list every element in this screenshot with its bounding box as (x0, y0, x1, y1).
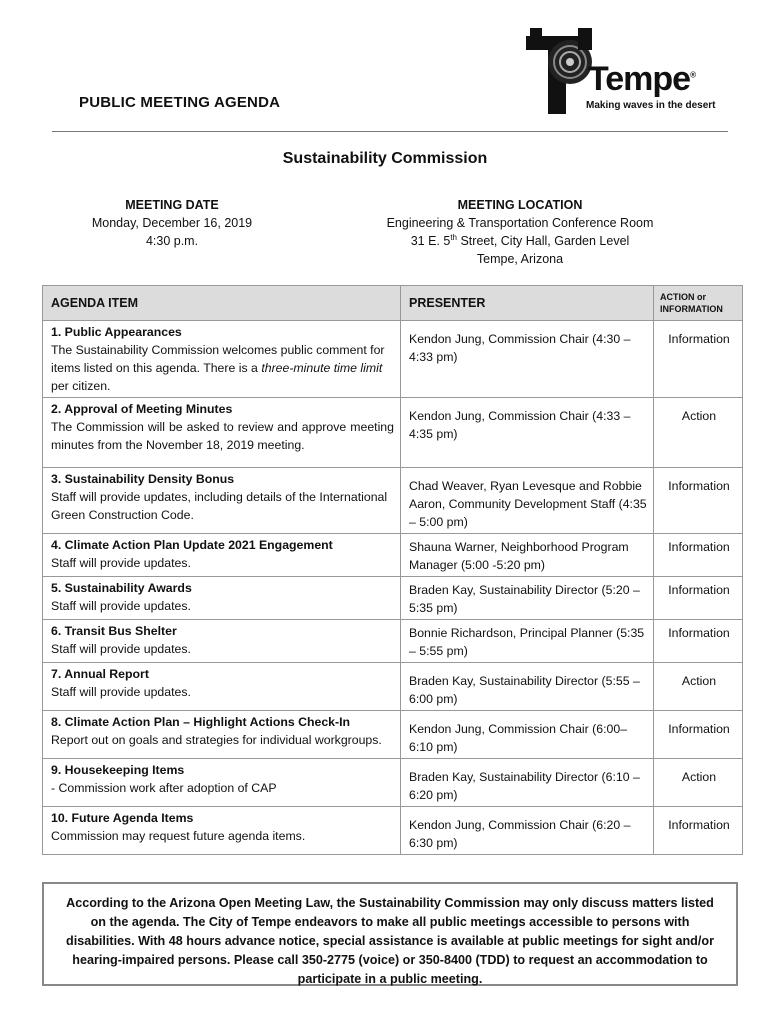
agenda-item-title: 2. Approval of Meeting Minutes (51, 402, 233, 416)
agenda-item-desc: Commission may request future agenda items. (51, 829, 306, 843)
meeting-date-heading: MEETING DATE (125, 198, 219, 212)
logo-tagline: Making waves in the desert (586, 100, 716, 111)
agenda-item-title: 6. Transit Bus Shelter (51, 624, 177, 638)
agenda-item-cell (43, 398, 401, 468)
presenter-cell: Kendon Jung, Commission Chair (6:20 – 6:30 pm) (401, 807, 654, 855)
header-action: ACTION or INFORMATION (654, 286, 743, 321)
agenda-item-cell (43, 321, 401, 398)
table-row (43, 321, 743, 398)
table-row (43, 807, 743, 855)
presenter-cell: Chad Weaver, Ryan Levesque and Robbie Aaron, Community Development Staff (4:35 – 5:00 pm) (401, 468, 654, 534)
agenda-item-cell (43, 807, 401, 855)
action-cell: Information (654, 534, 743, 577)
agenda-table (42, 285, 743, 855)
presenter-cell: Kendon Jung, Commission Chair (4:33 – 4:35 pm) (401, 398, 654, 468)
agenda-item-desc: - Commission work after adoption of CAP (51, 781, 277, 795)
agenda-item-desc: The Sustainability Commission welcomes public comment for items listed on this agenda. There is a three-minute time limit per citizen. (51, 343, 385, 393)
table-row (43, 468, 743, 534)
meeting-city: Tempe, Arizona (476, 252, 564, 266)
action-cell: Action (654, 759, 743, 807)
agenda-item-title: 3. Sustainability Density Bonus (51, 472, 235, 486)
table-header-row (43, 286, 743, 321)
agenda-item-desc: Staff will provide updates. (51, 556, 191, 570)
presenter-cell: Braden Kay, Sustainability Director (5:20 – 5:35 pm) (401, 577, 654, 620)
open-meeting-law-notice: According to the Arizona Open Meeting Law, the Sustainability Commission may only discuss matters listed on the agenda. The City of Tempe endeavors to make all public meetings accessible to persons with disabilities. With 48 hours advance notice, special assistance is available at public meetings for sight and/or hearing-impaired persons. Please call 350-2775 (voice) or 350-8400 (TDD) to request an accommodation to participate in a public meeting. (42, 882, 738, 986)
meeting-street: 31 E. 5th Street, City Hall, Garden Level (410, 232, 630, 248)
page-title: PUBLIC MEETING AGENDA (79, 94, 281, 111)
meeting-time: 4:30 p.m. (145, 234, 199, 248)
agenda-item-title: 4. Climate Action Plan Update 2021 Engagement (51, 538, 333, 552)
meeting-room: Engineering & Transportation Conference Room (386, 216, 654, 230)
table-row (43, 759, 743, 807)
agenda-item-cell (43, 534, 401, 577)
action-cell: Information (654, 577, 743, 620)
table-row (43, 663, 743, 711)
table-row (43, 620, 743, 663)
action-cell: Information (654, 620, 743, 663)
table-row (43, 398, 743, 468)
agenda-item-desc: Staff will provide updates. (51, 599, 191, 613)
agenda-item-cell (43, 663, 401, 711)
agenda-item-desc: Staff will provide updates. (51, 685, 191, 699)
presenter-cell: Kendon Jung, Commission Chair (4:30 – 4:33 pm) (401, 321, 654, 398)
agenda-item-desc: The Commission will be asked to review and approve meeting minutes from the November 18, 2019 meeting. (51, 420, 394, 452)
logo-wordmark: Tempe® (588, 60, 695, 98)
agenda-item-title: 10. Future Agenda Items (51, 811, 194, 825)
action-cell: Action (654, 663, 743, 711)
agenda-item-desc: Staff will provide updates, including details of the International Green Construction Code. (51, 490, 388, 522)
table-row (43, 577, 743, 620)
action-cell: Information (654, 711, 743, 759)
header-agenda-item: AGENDA ITEM (43, 286, 401, 321)
action-cell: Information (654, 468, 743, 534)
table-row (43, 711, 743, 759)
agenda-item-title: 7. Annual Report (51, 667, 149, 681)
meeting-location-block (360, 196, 680, 268)
action-cell: Action (654, 398, 743, 468)
presenter-cell: Braden Kay, Sustainability Director (5:55 – 6:00 pm) (401, 663, 654, 711)
meeting-date: Monday, December 16, 2019 (91, 216, 253, 230)
meeting-date-block (72, 196, 272, 250)
presenter-cell: Bonnie Richardson, Principal Planner (5:35 – 5:55 pm) (401, 620, 654, 663)
header-presenter: PRESENTER (401, 286, 654, 321)
commission-name: Sustainability Commission (282, 150, 488, 167)
header-divider (52, 131, 728, 132)
agenda-item-title: 1. Public Appearances (51, 325, 182, 339)
meeting-location-heading: MEETING LOCATION (457, 198, 583, 212)
presenter-cell: Kendon Jung, Commission Chair (6:00– 6:10 pm) (401, 711, 654, 759)
agenda-item-desc: Staff will provide updates. (51, 642, 191, 656)
agenda-item-cell (43, 759, 401, 807)
agenda-item-title: 9. Housekeeping Items (51, 763, 185, 777)
presenter-cell: Braden Kay, Sustainability Director (6:10 – 6:20 pm) (401, 759, 654, 807)
action-cell: Information (654, 807, 743, 855)
agenda-item-desc: Report out on goals and strategies for individual workgroups. (51, 733, 382, 747)
agenda-item-cell (43, 468, 401, 534)
agenda-item-cell (43, 711, 401, 759)
action-cell: Information (654, 321, 743, 398)
agenda-item-cell (43, 620, 401, 663)
agenda-item-title: 5. Sustainability Awards (51, 581, 192, 595)
agenda-item-cell (43, 577, 401, 620)
presenter-cell: Shauna Warner, Neighborhood Program Manager (5:00 -5:20 pm) (401, 534, 654, 577)
agenda-item-title: 8. Climate Action Plan – Highlight Actions Check-In (51, 715, 351, 729)
table-row (43, 534, 743, 577)
